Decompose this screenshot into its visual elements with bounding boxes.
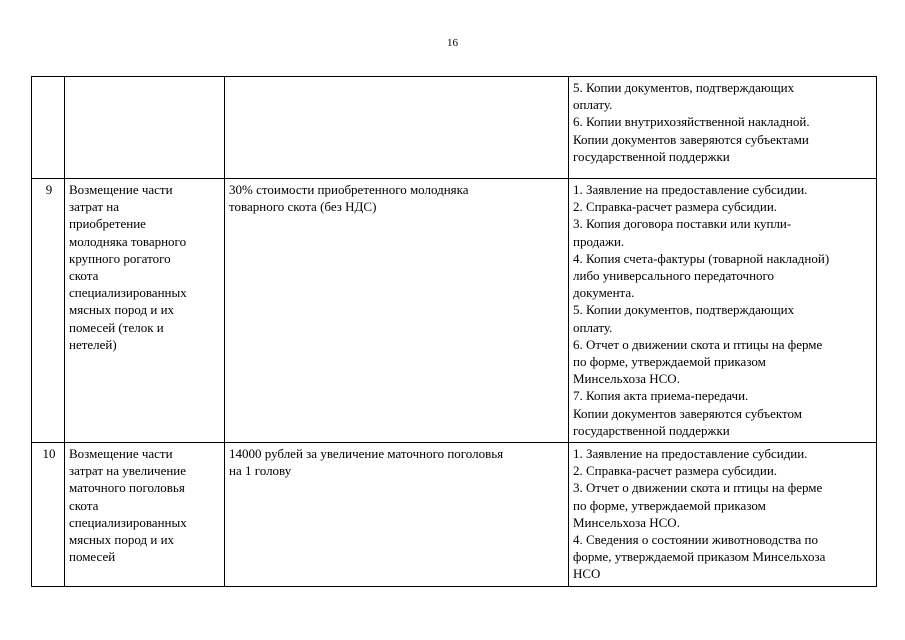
text-line: форме, утверждаемой приказом Минсельхоза [573, 549, 826, 565]
text-line: 2. Справка-расчет размера субсидии. [573, 199, 778, 215]
text-line: специализированных [69, 285, 187, 301]
text-line: Возмещение части [69, 446, 173, 462]
text-line: помесей [69, 549, 116, 565]
text-line: 5. Копии документов, подтверждающих [573, 80, 795, 95]
text-line: затрат на [69, 199, 120, 215]
text-line: либо универсального передаточного [573, 268, 775, 284]
text-line: по форме, утверждаемой приказом [573, 354, 766, 370]
subsidy-name-cell [65, 179, 225, 443]
text-line: государственной поддержки [573, 422, 730, 438]
text-line: 5. Копии документов, подтверждающих [573, 302, 795, 318]
text-line: товарного скота (без НДС) [229, 199, 377, 215]
text-line: Копии документов заверяются субъектом [573, 405, 803, 421]
text-line: оплату. [573, 97, 613, 113]
text-line: скота [69, 268, 99, 284]
text-line: документа. [573, 285, 635, 301]
text-line: маточного поголовья [69, 480, 185, 496]
required-documents-cell [569, 77, 877, 179]
subsidy-amount-cell [225, 443, 569, 587]
text-line: приобретение [69, 216, 146, 232]
text-line: Возмещение части [69, 182, 173, 197]
text-line: специализированных [69, 514, 187, 530]
text-line: 4. Сведения о состоянии животноводства по [573, 532, 818, 548]
page-number: 16 [447, 37, 458, 49]
text-line: затрат на увеличение [69, 463, 187, 479]
required-documents-cell [569, 179, 877, 443]
text-line: государственной поддержки [573, 148, 730, 164]
text-line: НСО [573, 566, 601, 582]
text-line: 30% стоимости приобретенного молодняка [229, 182, 469, 197]
text-line: 6. Отчет о движении скота и птицы на ферме [573, 336, 823, 352]
subsidy-amount-cell [225, 179, 569, 443]
text-line: 1. Заявление на предоставление субсидии. [573, 446, 808, 462]
text-line: 1. Заявление на предоставление субсидии. [573, 182, 808, 197]
text-line: продажи. [573, 233, 625, 249]
text-line: 6. Копии внутрихозяйственной накладной. [573, 114, 810, 130]
text-line: молодняка товарного [69, 233, 187, 249]
text-line: 7. Копия акта приема-передачи. [573, 388, 749, 404]
text-line: нетелей) [69, 336, 117, 352]
row-number-cell: 10 [32, 443, 65, 587]
text-line: Копии документов заверяются субъектами [573, 131, 809, 147]
table-row [32, 77, 877, 179]
subsidy-name-cell [65, 443, 225, 587]
text-line: 4. Копия счета-фактуры (товарной накладной) [573, 250, 830, 266]
subsidy-amount-cell [225, 77, 569, 179]
subsidy-name-cell [65, 77, 225, 179]
text-line: 3. Отчет о движении скота и птицы на ферме [573, 480, 823, 496]
text-line: Минсельхоза НСО. [573, 514, 680, 530]
text-line: по форме, утверждаемой приказом [573, 497, 766, 513]
text-line: 3. Копия договора поставки или купли- [573, 216, 792, 232]
text-line: мясных пород и их [69, 302, 175, 318]
text-line: на 1 голову [229, 463, 292, 479]
row-number-cell [32, 77, 65, 179]
subsidy-table [31, 76, 877, 587]
text-line: оплату. [573, 319, 613, 335]
required-documents-cell [569, 443, 877, 587]
table-row [32, 443, 877, 587]
text-line: Минсельхоза НСО. [573, 371, 680, 387]
text-line: 14000 рублей за увеличение маточного поголовья [229, 446, 504, 462]
text-line: скота [69, 497, 99, 513]
text-line: помесей (телок и [69, 319, 164, 335]
row-number-cell: 9 [32, 179, 65, 443]
text-line: мясных пород и их [69, 532, 175, 548]
table-row [32, 179, 877, 443]
text-line: крупного рогатого [69, 250, 171, 266]
text-line: 2. Справка-расчет размера субсидии. [573, 463, 778, 479]
